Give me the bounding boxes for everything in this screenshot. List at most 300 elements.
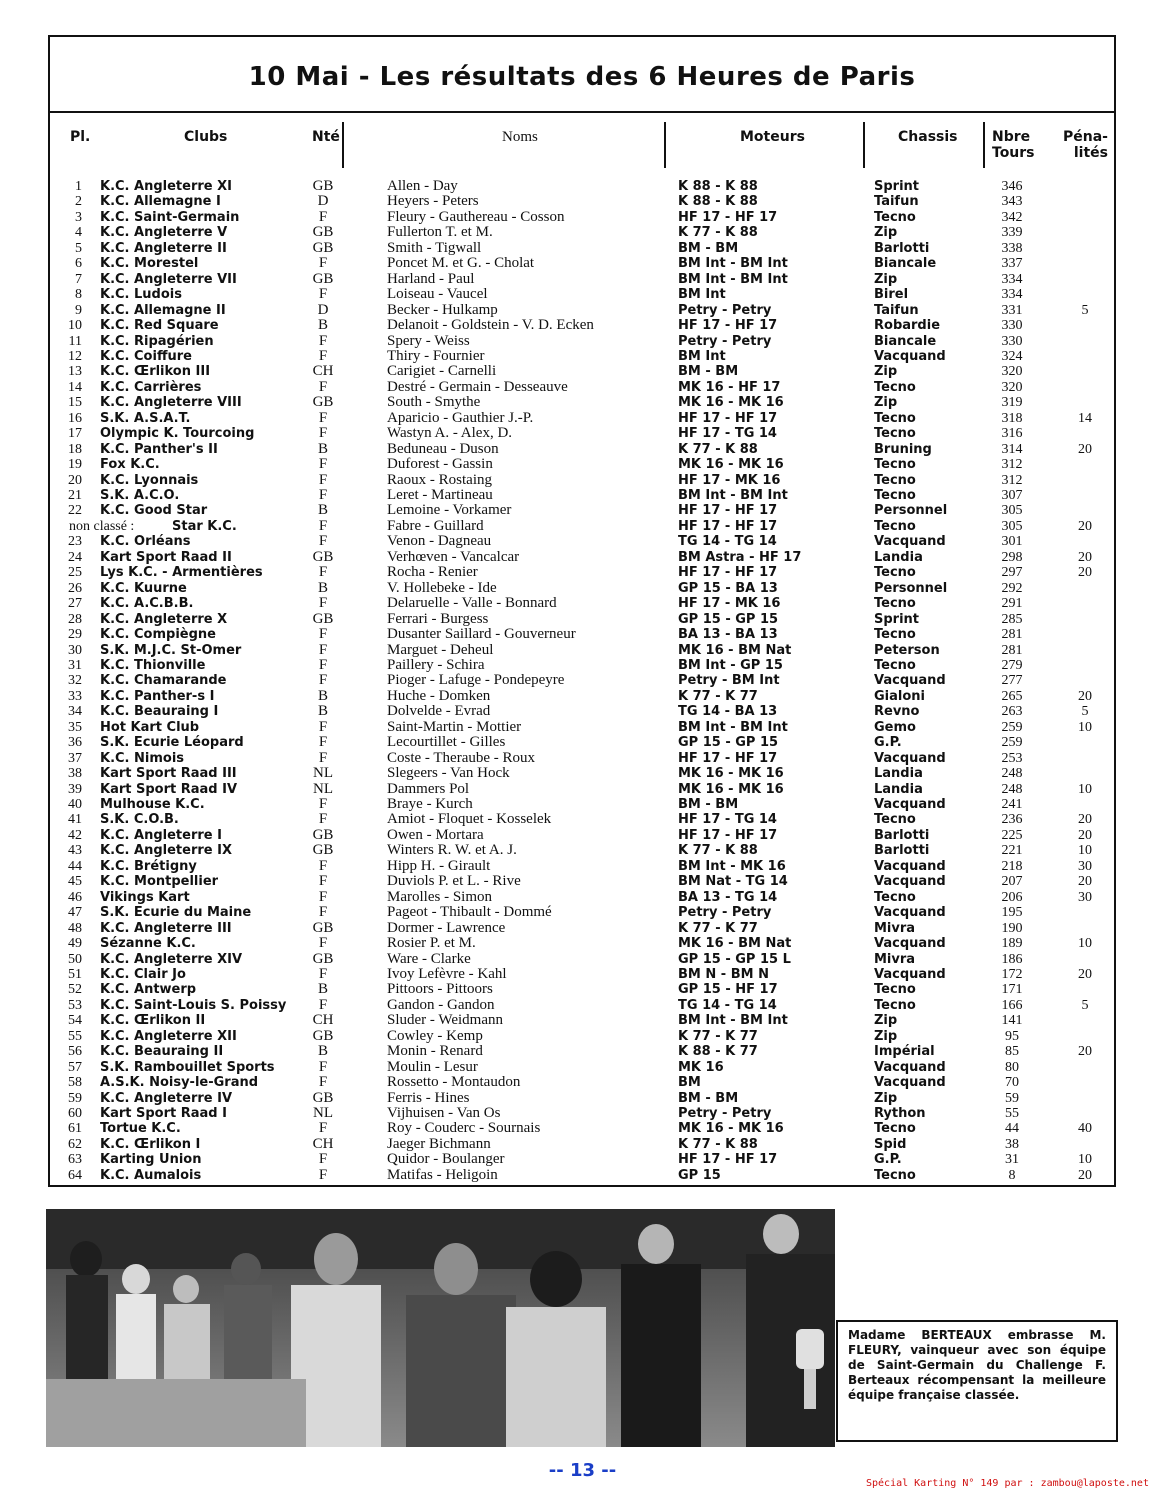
footer-credit: Spécial Karting N° 149 par : zambou@laposte.net — [866, 1478, 1149, 1489]
cell-place: 9 — [75, 302, 82, 318]
cell-club: K.C. Angleterre IV — [100, 1090, 233, 1106]
cell-nationality: GB — [312, 224, 334, 241]
cell-place: 53 — [68, 997, 82, 1013]
cell-club: K.C. Brétigny — [100, 858, 197, 874]
cell-laps: 95 — [1005, 1028, 1019, 1044]
header-tours-line1: Nbre — [992, 129, 1031, 145]
cell-club: S.K. C.O.B. — [100, 812, 179, 828]
cell-names: Amiot - Floquet - Kosselek — [387, 811, 552, 828]
cell-nationality: F — [318, 672, 328, 689]
cell-engines: MK 16 - BM Nat — [678, 642, 792, 658]
cell-chassis: Zip — [874, 271, 898, 287]
cell-penalties: 20 — [1078, 1167, 1092, 1183]
cell-nationality: GB — [312, 394, 334, 411]
header-penalites-line2: lités — [1073, 145, 1108, 161]
table-row — [50, 1121, 1114, 1137]
cell-chassis: Zip — [874, 1028, 898, 1044]
cell-laps: 38 — [1005, 1136, 1019, 1152]
table-row — [50, 1060, 1114, 1076]
cell-laps: 70 — [1005, 1075, 1019, 1091]
cell-club: K.C. Allemagne I — [100, 194, 221, 210]
cell-engines: K 77 - K 77 — [678, 688, 758, 704]
cell-place: 49 — [68, 936, 82, 952]
cell-club: Kart Sport Raad IV — [100, 781, 238, 797]
cell-place: 46 — [68, 889, 82, 905]
cell-club: K.C. Œrlikon I — [100, 1136, 201, 1152]
cell-nationality: F — [318, 734, 328, 751]
cell-laps: 166 — [1001, 997, 1023, 1013]
cell-place: 37 — [68, 750, 82, 766]
cell-place: 3 — [75, 209, 82, 225]
table-row — [50, 905, 1114, 921]
cell-place: 7 — [75, 271, 82, 287]
cell-laps: 337 — [1001, 256, 1023, 272]
table-row — [50, 534, 1114, 550]
header-moteurs: Moteurs — [740, 129, 805, 145]
cell-names: Rocha - Renier — [387, 564, 478, 581]
cell-laps: 190 — [1001, 920, 1023, 936]
cell-club: Vikings Kart — [100, 889, 190, 905]
cell-names: Ferris - Hines — [387, 1089, 470, 1106]
cell-laps: 31 — [1005, 1152, 1019, 1168]
cell-nationality: F — [318, 641, 328, 658]
table-row — [50, 658, 1114, 674]
cell-place: 50 — [68, 951, 82, 967]
cell-names: Owen - Mortara — [387, 826, 484, 843]
cell-club: Tortue K.C. — [100, 1121, 181, 1137]
table-row — [50, 1137, 1114, 1153]
cell-chassis: Tecno — [874, 472, 916, 488]
header-penalites-line1: Péna- — [1063, 129, 1108, 145]
cell-nationality: F — [318, 749, 328, 766]
cell-nationality: GB — [312, 548, 334, 565]
cell-laps: 305 — [1001, 503, 1023, 519]
cell-nationality: NL — [313, 780, 333, 797]
cell-laps: 320 — [1001, 379, 1023, 395]
cell-club: K.C. Kuurne — [100, 580, 187, 596]
cell-engines: GP 15 - GP 15 L — [678, 951, 791, 967]
cell-nationality: GB — [312, 842, 334, 859]
cell-place: 20 — [68, 472, 82, 488]
results-frame — [48, 35, 1116, 1187]
cell-laps: 80 — [1005, 1059, 1019, 1075]
cell-laps: 236 — [1001, 812, 1023, 828]
table-row — [50, 303, 1114, 319]
cell-penalties: 20 — [1078, 827, 1092, 843]
cell-place: 57 — [68, 1059, 82, 1075]
cell-place: 25 — [68, 565, 82, 581]
table-row — [50, 473, 1114, 489]
table-row — [50, 952, 1114, 968]
cell-place: 61 — [68, 1121, 82, 1137]
cell-chassis: Personnel — [874, 580, 948, 596]
cell-chassis: Vacquand — [874, 673, 946, 689]
cell-engines: BM Nat - TG 14 — [678, 874, 788, 890]
table-row — [50, 704, 1114, 720]
table-row — [50, 828, 1114, 844]
cell-nationality: D — [317, 301, 329, 318]
page-title: 10 Mai - Les résultats des 6 Heures de Paris — [248, 62, 916, 92]
cell-club: K.C. Saint-Louis S. Poissy — [100, 997, 287, 1013]
cell-place: 48 — [68, 920, 82, 936]
cell-names: Loiseau - Vaucel — [387, 286, 488, 303]
cell-club: K.C. A.C.B.B. — [100, 596, 194, 612]
cell-nationality: D — [317, 193, 329, 210]
cell-nationality: F — [318, 208, 328, 225]
cell-place: 60 — [68, 1106, 82, 1121]
cell-place: 11 — [68, 333, 82, 349]
cell-engines: MK 16 - HF 17 — [678, 379, 781, 395]
cell-nationality: F — [318, 286, 328, 303]
cell-place: 18 — [68, 441, 82, 457]
cell-club: K.C. Good Star — [100, 503, 208, 519]
cell-chassis: G.P. — [874, 1152, 902, 1168]
table-row — [50, 751, 1114, 767]
cell-names: Raoux - Rostaing — [387, 471, 492, 488]
cell-penalties: 20 — [1078, 812, 1092, 828]
cell-place: 44 — [68, 858, 82, 874]
cell-engines: HF 17 - TG 14 — [678, 812, 777, 828]
cell-chassis: Tecno — [874, 209, 916, 225]
cell-club: Kart Sport Raad III — [100, 766, 237, 782]
cell-laps: 206 — [1001, 889, 1023, 905]
table-row — [50, 395, 1114, 411]
cell-club: K.C. Aumalois — [100, 1167, 202, 1183]
cell-names: Winters R. W. et A. J. — [387, 842, 517, 859]
cell-club: Hot Kart Club — [100, 719, 200, 735]
cell-engines: HF 17 - TG 14 — [678, 426, 777, 442]
cell-nationality: F — [318, 888, 328, 905]
cell-engines: K 77 - K 88 — [678, 843, 758, 859]
cell-nationality: B — [317, 579, 328, 596]
cell-club: S.K. Ecurie du Maine — [100, 905, 252, 921]
cell-chassis: Barlotti — [874, 843, 930, 859]
cell-club: K.C. Œrlikon II — [100, 1013, 206, 1029]
cell-club: K.C. Ludois — [100, 287, 182, 303]
table-row — [50, 766, 1114, 782]
cell-nationality: GB — [312, 1089, 334, 1106]
table-row — [50, 241, 1114, 257]
cell-nationality: NL — [313, 765, 333, 782]
cell-club: K.C. Antwerp — [100, 982, 197, 998]
cell-names: Fabre - Guillard — [387, 517, 484, 534]
cell-laps: 218 — [1001, 858, 1023, 874]
header-noms: Noms — [502, 129, 538, 145]
cell-club: S.K. A.C.O. — [100, 488, 180, 503]
cell-club: K.C. Panther's II — [100, 441, 218, 457]
cell-nationality: B — [317, 703, 328, 720]
cell-laps: 320 — [1001, 364, 1023, 380]
cell-place: 54 — [68, 1013, 82, 1029]
cell-place: 21 — [68, 488, 82, 503]
cell-place: 40 — [68, 797, 82, 812]
cell-names: Coste - Theraube - Roux — [387, 749, 536, 766]
cell-names: Sluder - Weidmann — [387, 1012, 503, 1029]
cell-engines: BM - BM — [678, 1090, 739, 1106]
table-row — [50, 225, 1114, 241]
cell-nationality: F — [318, 873, 328, 890]
cell-club: Karting Union — [100, 1152, 202, 1168]
cell-names: Matifas - Heligoin — [387, 1166, 498, 1183]
cell-chassis: Zip — [874, 395, 898, 411]
cell-laps: 318 — [1001, 410, 1023, 426]
cell-nationality: F — [318, 857, 328, 874]
cell-engines: GP 15 — [678, 1167, 721, 1183]
cell-engines: TG 14 - TG 14 — [678, 534, 777, 550]
cell-engines: GP 15 - GP 15 — [678, 611, 779, 627]
cell-chassis: Tecno — [874, 379, 916, 395]
table-row — [50, 612, 1114, 628]
cell-chassis: Tecno — [874, 488, 916, 503]
cell-names: Marguet - Deheul — [387, 641, 494, 658]
cell-place: 33 — [68, 688, 82, 704]
cell-chassis: Barlotti — [874, 827, 930, 843]
cell-engines: HF 17 - HF 17 — [678, 318, 778, 334]
cell-engines: HF 17 - MK 16 — [678, 472, 781, 488]
cell-nationality: F — [318, 1151, 328, 1168]
cell-chassis: Gialoni — [874, 688, 925, 704]
cell-laps: 291 — [1001, 596, 1023, 612]
cell-nationality: F — [318, 255, 328, 272]
cell-nationality: F — [318, 935, 328, 952]
cell-engines: BM Int — [678, 348, 726, 364]
cell-engines: MK 16 - MK 16 — [678, 781, 784, 797]
page-number: -- 13 -- — [548, 1460, 617, 1481]
cell-chassis: Tecno — [874, 426, 916, 442]
cell-chassis: Tecno — [874, 889, 916, 905]
cell-penalties: 10 — [1078, 719, 1092, 735]
cell-laps: 263 — [1001, 704, 1023, 720]
cell-laps: 312 — [1001, 457, 1023, 473]
cell-chassis: Vacquand — [874, 966, 946, 982]
cell-place: 27 — [68, 596, 82, 612]
header-nte: Nté — [312, 129, 340, 145]
cell-laps: 172 — [1001, 966, 1023, 982]
cell-engines: GP 15 - GP 15 — [678, 735, 779, 751]
cell-nationality: F — [318, 471, 328, 488]
cell-place: 45 — [68, 874, 82, 890]
table-row — [50, 967, 1114, 983]
cell-laps: 195 — [1001, 905, 1023, 921]
cell-place: 35 — [68, 719, 82, 735]
cell-nationality: F — [318, 1120, 328, 1137]
cell-engines: K 88 - K 88 — [678, 194, 758, 210]
cell-club: K.C. Clair Jo — [100, 966, 186, 982]
cell-names: Harland - Paul — [387, 270, 475, 287]
cell-engines: HF 17 - HF 17 — [678, 565, 778, 581]
cell-laps: 44 — [1005, 1121, 1019, 1137]
cell-chassis: Spid — [874, 1136, 907, 1152]
cell-chassis: Taifun — [874, 194, 919, 210]
cell-names: Saint-Martin - Mottier — [387, 718, 522, 735]
cell-nationality: GB — [312, 178, 334, 194]
cell-laps: 8 — [1008, 1167, 1016, 1183]
cell-engines: BA 13 - BA 13 — [678, 627, 778, 643]
cell-nationality: GB — [312, 826, 334, 843]
cell-chassis: Sprint — [874, 179, 920, 194]
cell-names: Quidor - Boulanger — [387, 1151, 505, 1168]
cell-engines: BM - BM — [678, 797, 739, 812]
cell-chassis: Tecno — [874, 997, 916, 1013]
cell-laps: 259 — [1001, 719, 1023, 735]
cell-names: Cowley - Kemp — [387, 1027, 483, 1044]
table-row — [50, 565, 1114, 581]
cell-nationality: CH — [312, 1012, 334, 1029]
cell-laps: 330 — [1001, 333, 1023, 349]
cell-names: Duviols P. et L. - Rive — [387, 873, 521, 890]
cell-nationality: B — [317, 317, 328, 334]
cell-chassis: Barlotti — [874, 240, 930, 256]
table-row — [50, 921, 1114, 937]
cell-laps: 312 — [1001, 472, 1023, 488]
cell-names: Thiry - Fournier — [387, 347, 485, 364]
cell-laps: 281 — [1001, 642, 1023, 658]
cell-club: Olympic K. Tourcoing — [100, 426, 255, 442]
cell-laps: 259 — [1001, 735, 1023, 751]
cell-engines: K 77 - K 88 — [678, 1136, 758, 1152]
cell-engines: K 88 - K 77 — [678, 1044, 758, 1060]
cell-place: 1 — [75, 179, 82, 194]
cell-club: K.C. Morestel — [100, 256, 199, 272]
column-divider — [863, 122, 865, 168]
cell-names: Duforest - Gassin — [387, 456, 493, 473]
table-row — [50, 812, 1114, 828]
cell-nationality: B — [317, 981, 328, 998]
award-photo-image — [46, 1209, 835, 1447]
cell-nationality: F — [318, 595, 328, 612]
cell-club: A.S.K. Noisy-le-Grand — [100, 1075, 259, 1091]
cell-club: K.C. Angleterre VIII — [100, 395, 242, 411]
cell-names: Carigiet - Carnelli — [387, 363, 497, 380]
cell-chassis: Robardie — [874, 318, 941, 334]
cell-laps: 342 — [1001, 209, 1023, 225]
cell-nationality: F — [318, 626, 328, 643]
cell-place: 24 — [68, 549, 82, 565]
table-row — [50, 581, 1114, 597]
cell-names: Poncet M. et G. - Cholat — [387, 255, 535, 272]
cell-nationality: F — [318, 904, 328, 921]
cell-chassis: Biancale — [874, 333, 937, 349]
cell-club: K.C. Beauraing I — [100, 704, 219, 720]
cell-laps: 265 — [1001, 688, 1023, 704]
cell-place: 19 — [68, 457, 82, 473]
cell-chassis: Rython — [874, 1106, 926, 1121]
cell-penalties: 20 — [1078, 966, 1092, 982]
table-row — [50, 272, 1114, 288]
cell-chassis: Vacquand — [874, 750, 946, 766]
cell-place: 56 — [68, 1044, 82, 1060]
cell-place: 14 — [68, 379, 82, 395]
cell-club: K.C. Montpellier — [100, 874, 219, 890]
cell-club: Mulhouse K.C. — [100, 797, 205, 812]
cell-place: 5 — [75, 240, 82, 256]
cell-club: K.C. Lyonnais — [100, 472, 199, 488]
cell-names: Gandon - Gandon — [387, 996, 495, 1013]
cell-club: K.C. Saint-Germain — [100, 209, 240, 225]
cell-engines: BM Int - GP 15 — [678, 657, 783, 673]
table-row — [50, 890, 1114, 906]
cell-engines: HF 17 - HF 17 — [678, 410, 778, 426]
cell-names: Venon - Dagneau — [387, 533, 492, 550]
cell-place: 4 — [75, 225, 82, 241]
cell-names: Ware - Clarke — [387, 950, 471, 967]
cell-place: 64 — [68, 1167, 82, 1183]
cell-laps: 330 — [1001, 318, 1023, 334]
cell-nationality: F — [318, 1058, 328, 1075]
cell-engines: Petry - BM Int — [678, 673, 780, 689]
cell-chassis: Zip — [874, 225, 898, 241]
cell-chassis: Vacquand — [874, 936, 946, 952]
cell-chassis: Tecno — [874, 657, 916, 673]
cell-laps: 301 — [1001, 534, 1023, 550]
cell-club: K.C. Angleterre V — [100, 225, 228, 241]
cell-place: 42 — [68, 827, 82, 843]
table-row — [50, 843, 1114, 859]
cell-place: 28 — [68, 611, 82, 627]
cell-laps: 171 — [1001, 982, 1023, 998]
cell-engines: MK 16 - MK 16 — [678, 457, 784, 473]
cell-place: 2 — [75, 194, 82, 210]
cell-engines: HF 17 - HF 17 — [678, 1152, 778, 1168]
cell-nationality: F — [318, 811, 328, 828]
cell-nationality: F — [318, 718, 328, 735]
cell-club: K.C. Allemagne II — [100, 302, 226, 318]
cell-laps: 343 — [1001, 194, 1023, 210]
cell-penalties: 5 — [1081, 704, 1089, 720]
cell-nationality: GB — [312, 270, 334, 287]
cell-place: non classé : — [69, 518, 135, 534]
cell-chassis: Vacquand — [874, 797, 946, 812]
cell-nationality: B — [317, 502, 328, 519]
cell-chassis: Revno — [874, 704, 920, 720]
cell-nationality: GB — [312, 919, 334, 936]
table-row — [50, 1106, 1114, 1122]
cell-names: Beduneau - Duson — [387, 440, 499, 457]
cell-nationality: F — [318, 1074, 328, 1091]
cell-nationality: F — [318, 456, 328, 473]
cell-club: K.C. Angleterre I — [100, 827, 222, 843]
cell-chassis: Tecno — [874, 1167, 916, 1183]
cell-engines: GP 15 - HF 17 — [678, 982, 778, 998]
cell-place: 59 — [68, 1090, 82, 1106]
cell-engines: BM Int - BM Int — [678, 256, 788, 272]
cell-chassis: Tecno — [874, 565, 916, 581]
cell-club: K.C. Angleterre IX — [100, 843, 232, 859]
cell-chassis: Vacquand — [874, 1059, 946, 1075]
cell-chassis: Vacquand — [874, 905, 946, 921]
cell-club: K.C. Œrlikon III — [100, 364, 211, 380]
cell-laps: 279 — [1001, 657, 1023, 673]
cell-chassis: Zip — [874, 1013, 898, 1029]
cell-engines: MK 16 - MK 16 — [678, 395, 784, 411]
cell-laps: 285 — [1001, 611, 1023, 627]
cell-chassis: Zip — [874, 364, 898, 380]
cell-club: K.C. Red Square — [100, 318, 219, 334]
cell-laps: 225 — [1001, 827, 1023, 843]
cell-nationality: CH — [312, 1135, 334, 1152]
cell-engines: HF 17 - HF 17 — [678, 750, 778, 766]
cell-place: 55 — [68, 1028, 82, 1044]
cell-names: Rossetto - Montaudon — [387, 1074, 521, 1091]
title-rule — [50, 111, 1114, 113]
cell-penalties: 20 — [1078, 688, 1092, 704]
cell-club: S.K. A.S.A.T. — [100, 410, 191, 426]
cell-engines: Petry - Petry — [678, 302, 772, 318]
table-row — [50, 349, 1114, 365]
cell-engines: TG 14 - BA 13 — [678, 704, 778, 720]
cell-nationality: F — [318, 996, 328, 1013]
header-pl: Pl. — [70, 129, 91, 145]
